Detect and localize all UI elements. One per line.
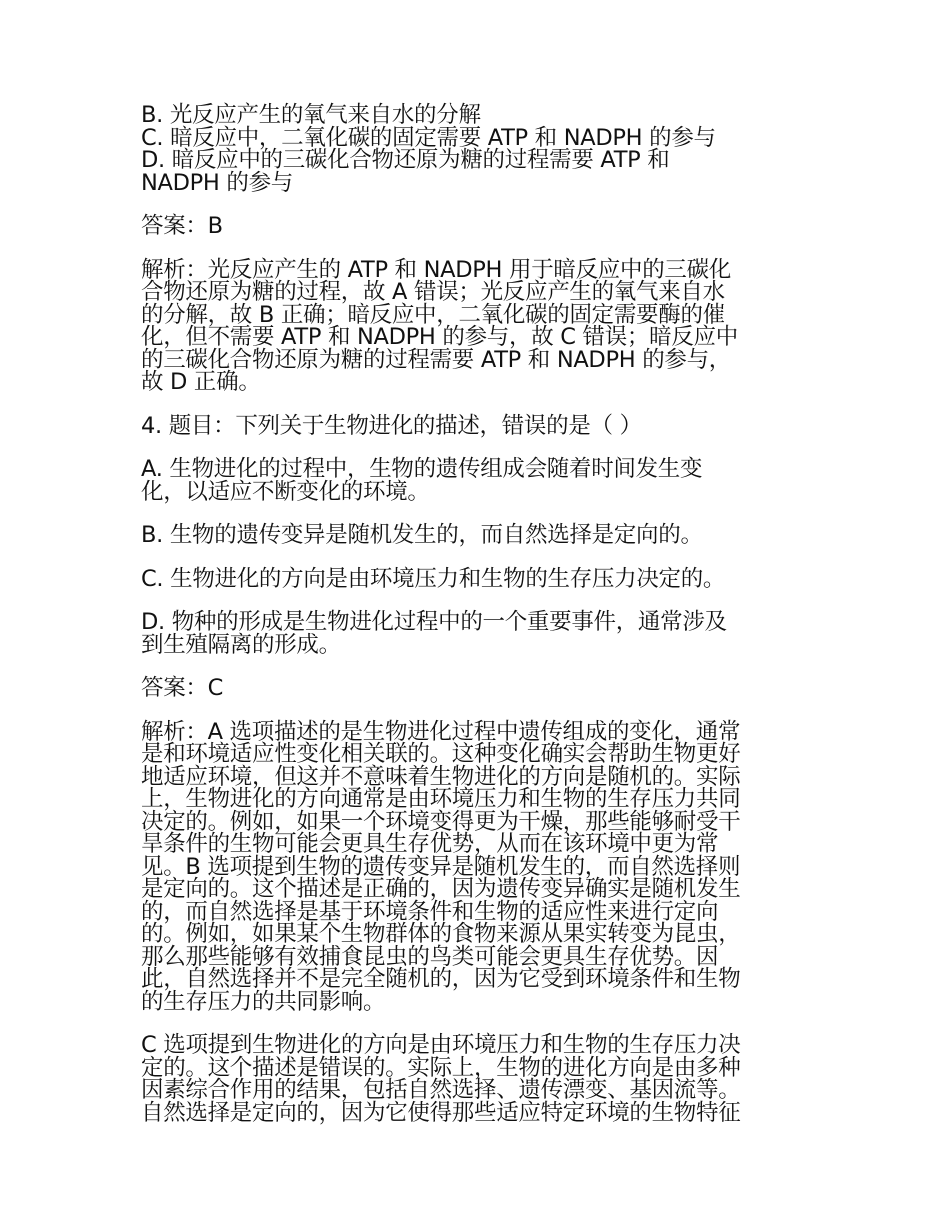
analysis-line: 故 D 正确。 — [141, 369, 261, 395]
question-3-answer — [141, 215, 813, 238]
question-4-option-d — [141, 611, 813, 656]
analysis-line: 定的。这个描述是错误的。实际上，生物的进化方向是由多种 — [141, 1054, 741, 1081]
analysis-line: 因素综合作用的结果，包括自然选择、遗传漂变、基因流等。 — [141, 1077, 741, 1103]
analysis-line: 的生存压力的共同影响。 — [141, 988, 386, 1015]
analysis-line: 的三碳化合物还原为糖的过程需要 ATP 和 NADPH 的参与， — [141, 346, 732, 373]
analysis-line: 的，而自然选择是基于环境条件和生物的适应性来进行定向 — [141, 898, 719, 925]
question-4-analysis-2 — [141, 1034, 813, 1124]
question-4-option-c — [141, 565, 813, 592]
option-c: C. 暗反应中，二氧化碳的固定需要 ATP 和 NADPH 的参与 — [141, 124, 716, 151]
question-4-option-b — [141, 524, 813, 547]
question-text: 4. 题目：下列关于生物进化的描述，错误的是（ ） — [141, 412, 642, 439]
option-d-line-2: NADPH 的参与 — [141, 169, 293, 196]
analysis-line: 的。例如，如果某个生物群体的食物来源从果实转变为昆虫， — [141, 921, 741, 947]
analysis-line: 见。B 选项提到生物的遗传变异是随机发生的，而自然选择则 — [141, 853, 741, 880]
question-4-title — [141, 412, 813, 439]
option-d-line: D. 物种的形成是生物进化过程中的一个重要事件，通常涉及 — [141, 609, 727, 635]
document-page — [141, 104, 813, 1124]
analysis-line: 解析：A 选项描述的是生物进化过程中遗传组成的变化，通常 — [141, 718, 741, 745]
analysis-line: 化，但不需要 ATP 和 NADPH 的参与，故 C 错误；暗反应中 — [141, 324, 738, 350]
question-4-answer — [141, 677, 813, 700]
analysis-line: 上，生物进化的方向通常是由环境压力和生物的生存压力共同 — [141, 786, 741, 812]
analysis-line: 此，自然选择并不是完全随机的，因为它受到环境条件和生物 — [141, 966, 741, 992]
option-b-line: B. 生物的遗传变异是随机发生的，而自然选择是定向的。 — [141, 522, 703, 548]
analysis-line: 那么那些能够有效捕食昆虫的鸟类可能会更具生存优势。因 — [141, 943, 719, 970]
analysis-line: 合物还原为糖的过程，故 A 错误；光反应产生的氧气来自水 — [141, 279, 725, 305]
analysis-line: 地适应环境，但这并不意味着生物进化的方向是随机的。实际 — [141, 763, 741, 790]
question-4-option-a — [141, 458, 813, 503]
analysis-line: 是和环境适应性变化相关联的。这种变化确实会帮助生物更好 — [141, 741, 741, 767]
answer-text: 答案：C — [141, 675, 224, 701]
analysis-line: 的分解，故 B 正确；暗反应中，二氧化碳的固定需要酶的催 — [141, 301, 725, 328]
analysis-line: 自然选择是定向的，因为它使得那些适应特定环境的生物特征 — [141, 1099, 741, 1126]
analysis-line: 解析：光反应产生的 ATP 和 NADPH 用于暗反应中的三碳化 — [141, 256, 732, 283]
question-4-analysis-1 — [141, 718, 813, 1015]
option-d-line-1: D. 暗反应中的三碳化合物还原为糖的过程需要 ATP 和 — [141, 147, 670, 173]
answer-text: 答案：B — [141, 213, 223, 239]
question-3-analysis — [141, 256, 813, 395]
option-b: B. 光反应产生的氧气来自水的分解 — [141, 102, 481, 128]
option-a-line: A. 生物进化的过程中，生物的遗传组成会随着时间发生变 — [141, 456, 703, 482]
analysis-line: 决定的。例如，如果一个环境变得更为干燥，那些能够耐受干 — [141, 808, 741, 835]
question-3-options — [141, 104, 813, 194]
analysis-line: 旱条件的生物可能会更具生存优势，从而在该环境中更为常 — [141, 831, 719, 857]
option-d-line: 到生殖隔离的形成。 — [141, 631, 341, 658]
analysis-line: C 选项提到生物进化的方向是由环境压力和生物的生存压力决 — [141, 1032, 741, 1058]
option-c-line: C. 生物进化的方向是由环境压力和生物的生存压力决定的。 — [141, 565, 726, 592]
option-a-line: 化，以适应不断变化的环境。 — [141, 478, 430, 505]
analysis-line: 是定向的。这个描述是正确的，因为遗传变异确实是随机发生 — [141, 876, 741, 902]
